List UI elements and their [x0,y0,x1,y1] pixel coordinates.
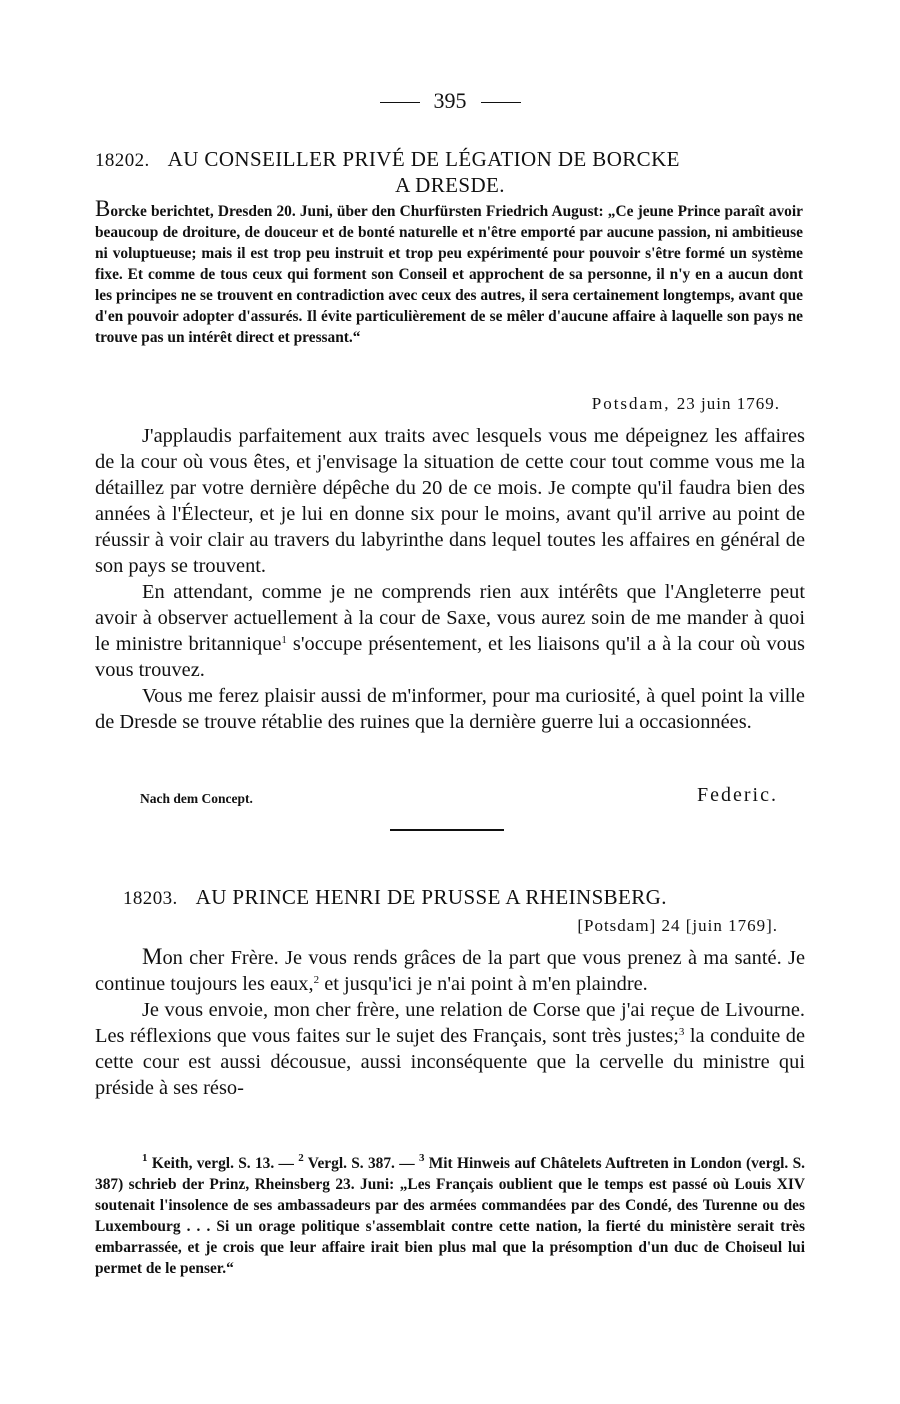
letter-18202-dateline [592,394,780,414]
footnote-ref: 3 [678,1026,685,1038]
letter-18203-dateline: [Potsdam] 24 [juin 1769]. [577,916,778,935]
paragraph-text: s'occupe présentement, et les liaisons qu'il a à la cour où vous vous trouvez. [95,633,805,681]
footnote-ref: 2 [313,974,320,986]
letter-number: 18202. [95,150,150,171]
paragraph-initial: M [142,944,163,969]
letter-18203-body [95,944,805,1101]
letter-18202-body [95,423,805,735]
page-number-dash-right [481,102,521,103]
paragraph-text: la conduite de cette cour est aussi décousue, aussi inconséquente que la cervelle du ministre qui préside à ses réso- [95,1025,806,1099]
body-paragraph: J'applaudis parfaitement aux traits avec lesquels vous me dépeignez les affaires de la cour où vous êtes, et j'envisage la situation de cette cour tout comme vous me la détaillez par votre dernière dépêche du 20 de ce mois. Je compte qu'il faudra bien des années à l'Électeur, et je lui en donne six pour le moins, avant qu'il arrive au point de réussir à voir clair au travers du labyrinthe dans lequel toutes les affaires en général de son pays se trouvent. [95,425,805,577]
letter-title: AU CONSEILLER PRIVÉ DE LÉGATION DE BORCKE [167,147,680,171]
body-paragraph: Vous me ferez plaisir aussi de m'informer, pour ma curiosité, à quel point la ville de Dresde se trouve rétablie des ruines que la dernière guerre lui a occasionnées. [95,685,805,733]
footnote-block [95,1153,805,1279]
body-paragraph [95,579,805,683]
summary-text: orcke berichtet, Dresden 20. Juni, über den Churfürsten Friedrich August: „Ce jeune Prince paraît avoir beaucoup de droiture, de douceur et de bonté naturelle et n'être emporté par aucune passion, ni ambitieuse ni voluptueuse; mais il est trop peu instruit et trop peu expérimenté pour pouvoir s'être formé un système fixe. Et comme de tous ceux qui forment son Conseil et approchent de sa personne, il n'y en a aucun dont les principes ne se trouvent en contradiction avec ceux des autres, il sera certainement longtemps, avant que d'en pouvoir adopter d'assurés. Il évite particulièrement de se mêler d'aucune affaire à laquelle son pays ne trouve pas un intérêt direct et pressant.“ [95,203,803,346]
summary-initial: B [95,196,111,221]
dateline-place: Potsdam, [591,394,671,413]
footnote-ref: 1 [281,634,287,646]
letter-number: 18203. [123,888,178,909]
paragraph-text: et jusqu'ici je n'ai point à m'en plaindre. [319,973,648,995]
letter-18202-heading-line2: A DRESDE. [395,173,505,197]
footnote-marker: 1 [142,1152,148,1164]
footnote-marker: 3 [418,1152,425,1164]
body-paragraph [95,997,805,1101]
page-number-dash-left [380,102,420,103]
body-paragraph [95,944,805,997]
footnote-text: Keith, vergl. S. 13. — [147,1155,299,1172]
section-separator [390,829,504,831]
footnote-marker: 2 [298,1152,304,1164]
footnotes [95,1153,805,1279]
paragraph-text: on cher Frère. Je vous rends grâces de la part que vous prenez à ma santé. Je continue toujours les eaux, [95,947,805,995]
paragraph-text: En attendant, comme je ne comprends rien aux intérêts que l'Angleterre peut avoir à observer actuellement à la cour de Saxe, vous aurez soin de me mander à quoi le ministre britannique [95,581,805,655]
letter-18202-summary [95,198,803,348]
letter-title: AU PRINCE HENRI DE PRUSSE A RHEINSBERG. [195,885,667,909]
paragraph-text: Je vous envoie, mon cher frère, une relation de Corse que j'ai reçue de Livourne. Les réflexions que vous faites sur le sujet des Français, sont très justes; [95,999,805,1047]
footnote-text: Mit Hinweis auf Châtelets Auftreten in London (vergl. S. 387) schrieb der Prinz, Rheinsberg 23. Juni: „Les Français oublient que le temps est passé où Louis XIV soutenait l'insolence de ses ambassadeurs par des armées commandées par des Condé, des Turenne ou des Luxembourg . . . Si un orage politique s'assemblait contre cette nation, la fierté du ministère serait très embarrassée, et je crois que leur affaire irait bien plus mal que la présomption d'un duc de Choiseul lui permet de le penser.“ [95,1155,805,1277]
footnote-text: Vergl. S. 387. — [303,1155,419,1172]
signature: Federic. [697,784,778,806]
letter-18202-heading [95,146,805,174]
page-number-text: 395 [433,88,467,113]
page-number [0,88,900,114]
source-note: Nach dem Concept. [140,791,253,806]
dateline-date: 23 juin 1769. [676,394,780,413]
letter-18203-heading [123,884,803,912]
